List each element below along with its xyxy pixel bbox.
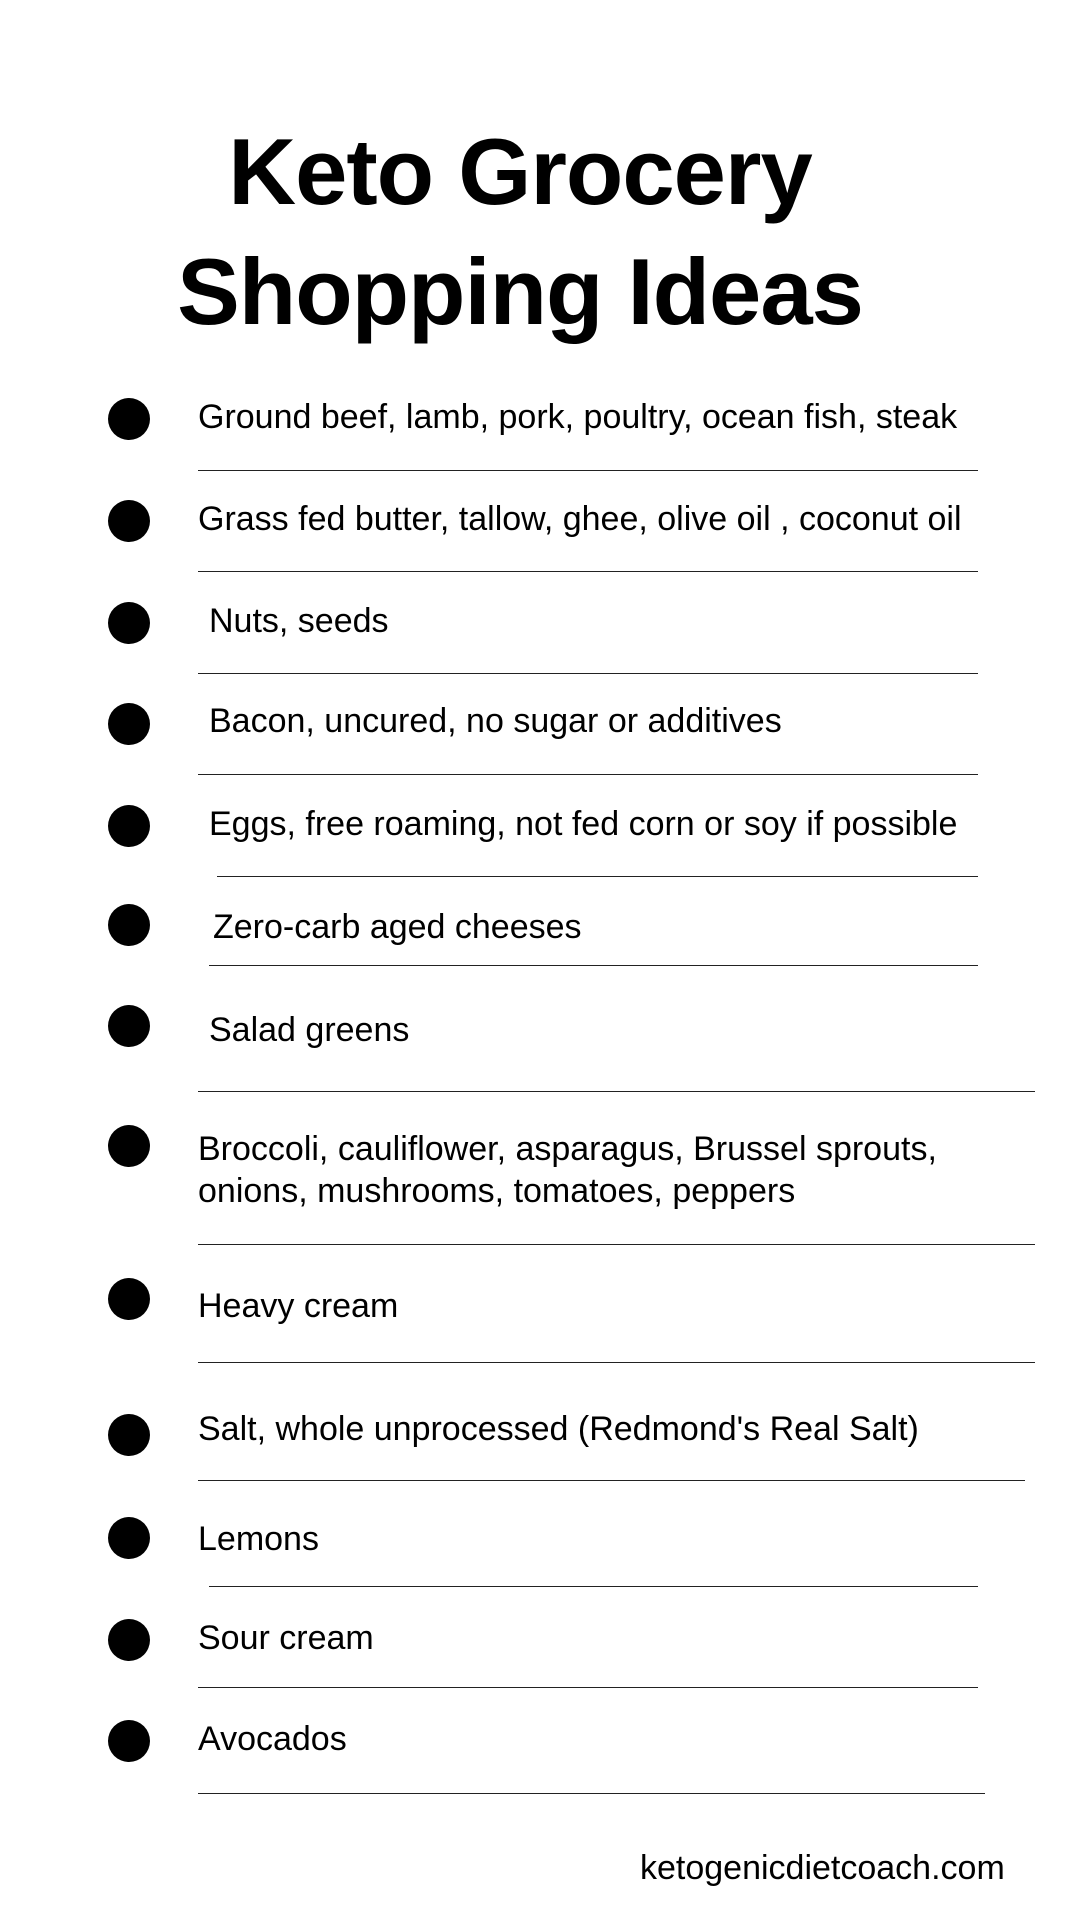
bullet-icon bbox=[108, 1619, 150, 1661]
list-item-text: Zero-carb aged cheeses bbox=[213, 908, 582, 946]
bullet-icon bbox=[108, 1517, 150, 1559]
page-title bbox=[0, 112, 1040, 352]
bullet-icon bbox=[108, 805, 150, 847]
bullet-icon bbox=[108, 500, 150, 542]
page-title-line-1: Keto Grocery bbox=[228, 119, 812, 224]
list-item-text: Heavy cream bbox=[198, 1287, 399, 1325]
list-item-text: Nuts, seeds bbox=[209, 602, 389, 640]
list-item-text: Lemons bbox=[198, 1520, 319, 1558]
list-item-text: Avocados bbox=[198, 1720, 347, 1758]
list-item-text: Grass fed butter, tallow, ghee, olive oil , coconut oil bbox=[198, 500, 962, 538]
divider-line bbox=[198, 1793, 985, 1794]
bullet-icon bbox=[108, 1125, 150, 1167]
divider-line bbox=[217, 876, 978, 877]
divider-line bbox=[198, 673, 978, 674]
bullet-icon bbox=[108, 1414, 150, 1456]
bullet-icon bbox=[108, 703, 150, 745]
divider-line bbox=[209, 965, 978, 966]
footer-website: ketogenicdietcoach.com bbox=[640, 1849, 1005, 1887]
bullet-icon bbox=[108, 904, 150, 946]
bullet-icon bbox=[108, 602, 150, 644]
bullet-icon bbox=[108, 398, 150, 440]
list-item-text: Broccoli, cauliflower, asparagus, Brussel sprouts, onions, mushrooms, tomatoes, peppers bbox=[198, 1130, 937, 1210]
bullet-icon bbox=[108, 1720, 150, 1762]
divider-line bbox=[198, 1091, 1035, 1092]
divider-line bbox=[198, 1244, 1035, 1245]
list-item-text: Ground beef, lamb, pork, poultry, ocean fish, steak bbox=[198, 398, 958, 436]
divider-line bbox=[198, 1480, 1025, 1481]
divider-line bbox=[198, 774, 978, 775]
page-title-line-2: Shopping Ideas bbox=[177, 239, 863, 344]
divider-line bbox=[198, 571, 978, 572]
list-item-text: Bacon, uncured, no sugar or additives bbox=[209, 702, 782, 740]
bullet-icon bbox=[108, 1278, 150, 1320]
bullet-icon bbox=[108, 1005, 150, 1047]
divider-line bbox=[209, 1586, 978, 1587]
divider-line bbox=[198, 470, 978, 471]
divider-line bbox=[198, 1687, 978, 1688]
list-item-text: Sour cream bbox=[198, 1619, 374, 1657]
list-item-text: Salad greens bbox=[209, 1011, 410, 1049]
list-item-text: Salt, whole unprocessed (Redmond's Real Salt) bbox=[198, 1410, 919, 1448]
list-item-text: Eggs, free roaming, not fed corn or soy if possible bbox=[209, 805, 958, 843]
divider-line bbox=[198, 1362, 1035, 1363]
